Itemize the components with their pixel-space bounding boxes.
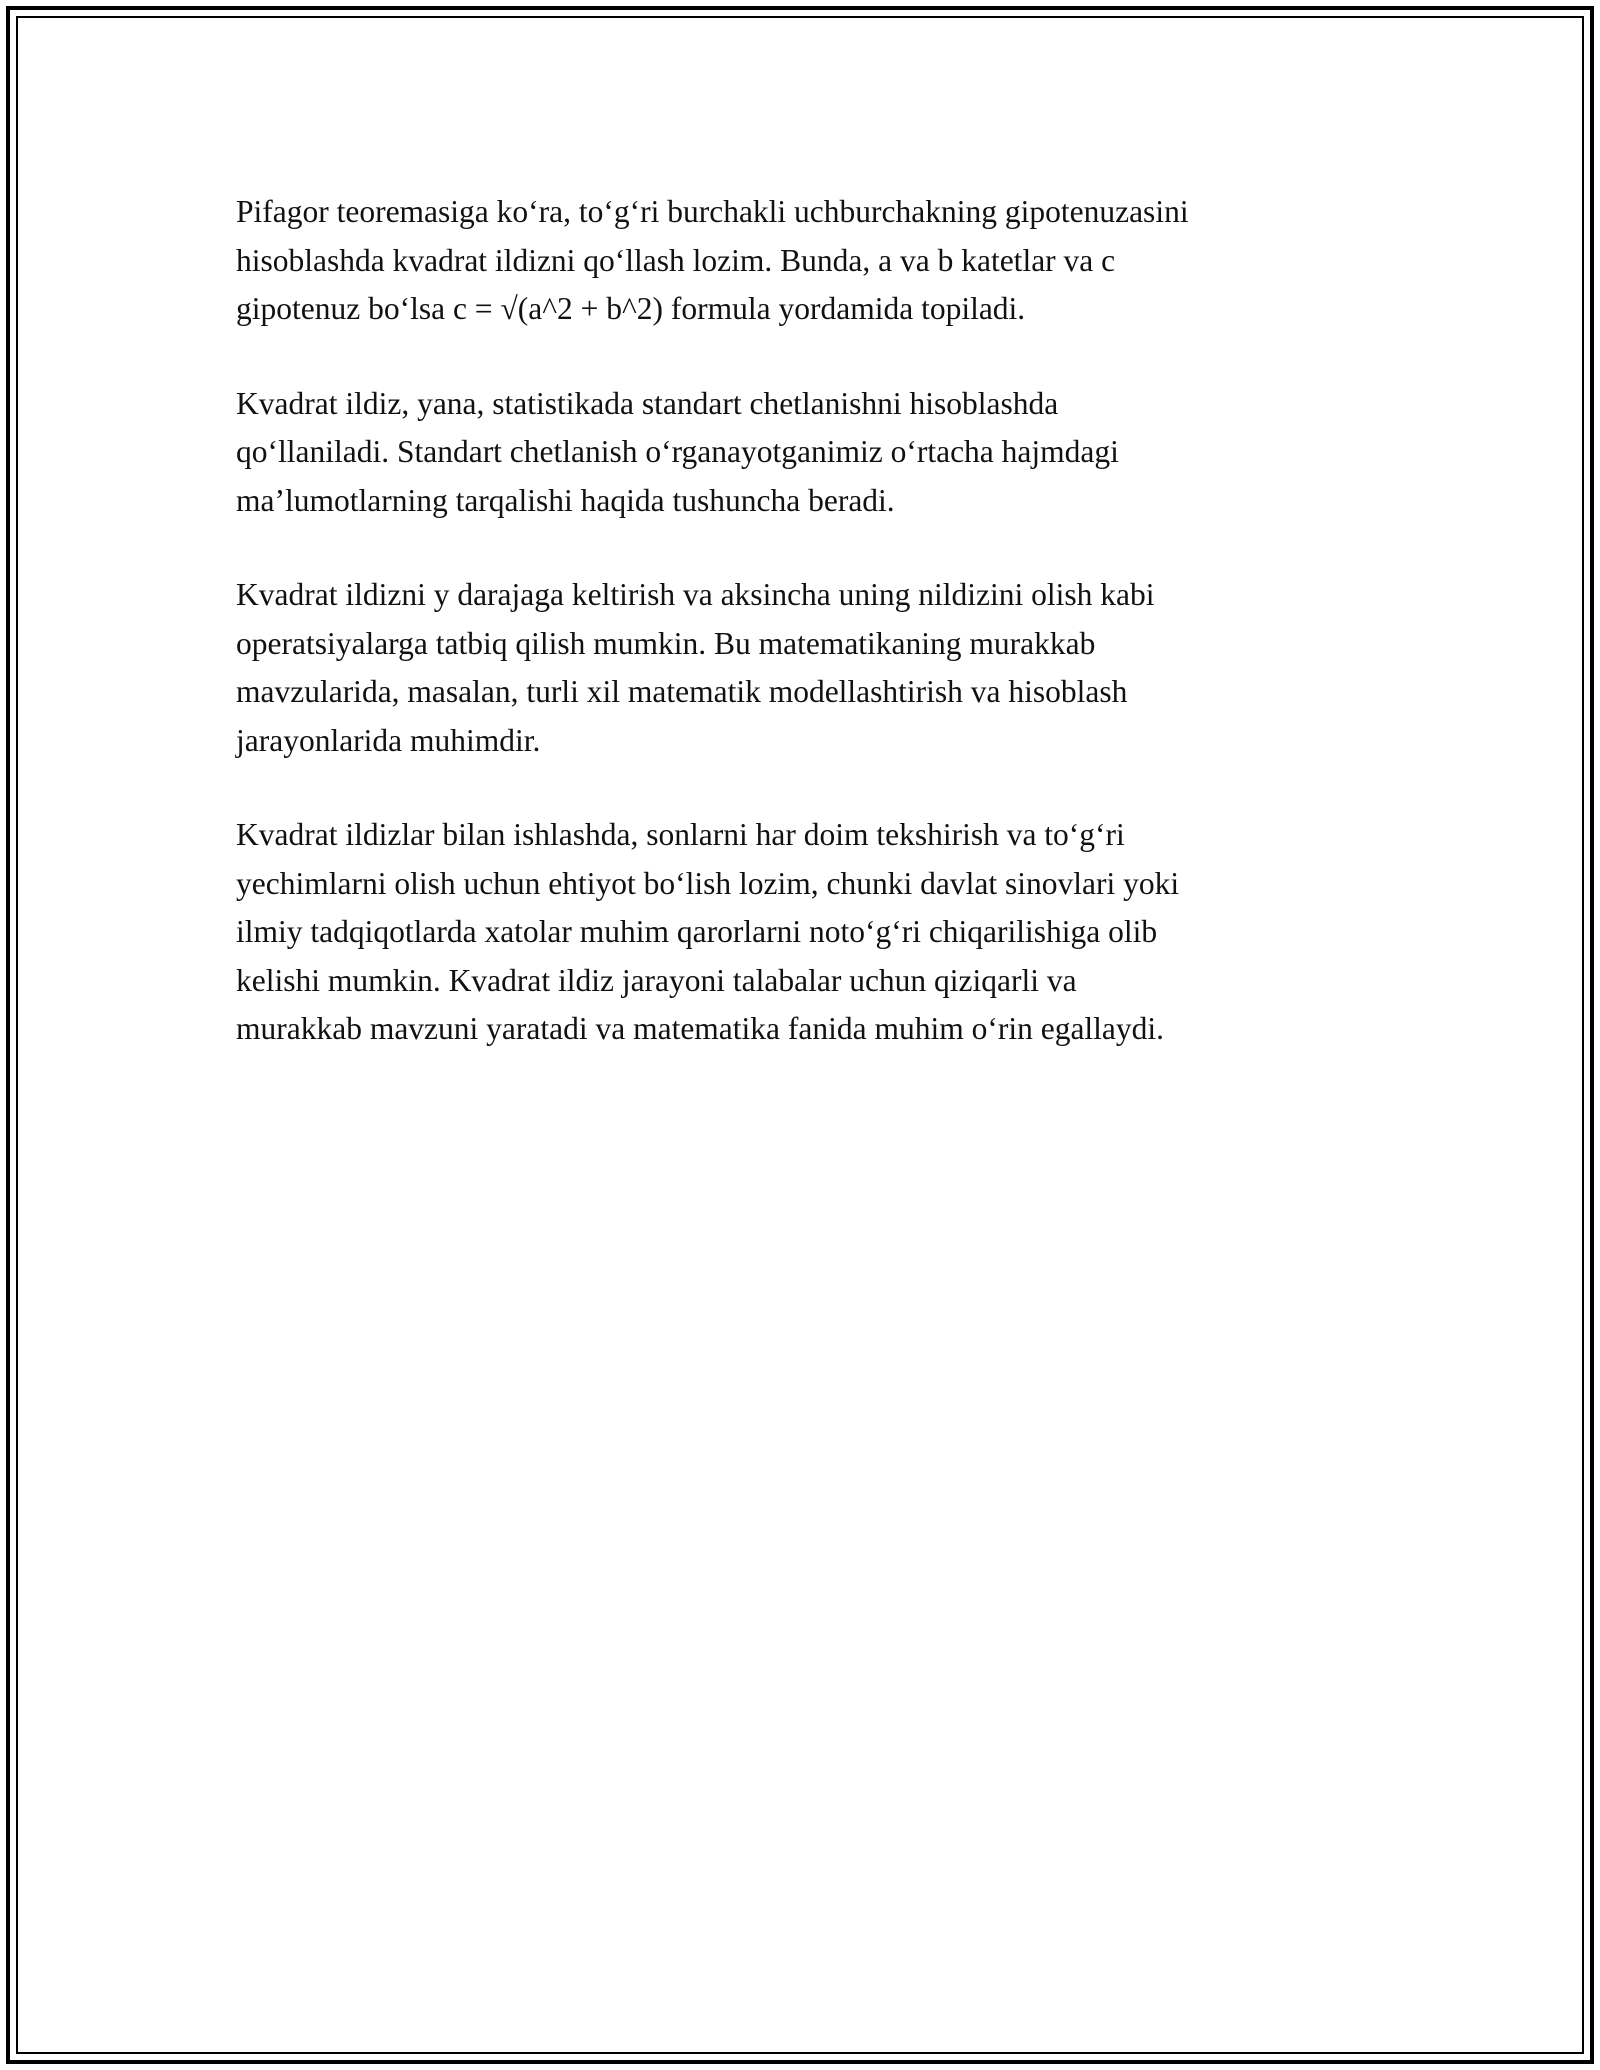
paragraph-statistics: Kvadrat ildiz, yana, statistikada standart chetlanishni hisoblashda qo‘llaniladi. Standart chetlanish o‘rganayotganimiz o‘rtacha hajmdagi ma’lumotlarning tarqalishi haqida tushuncha beradi. [236,385,1119,518]
document-body [236,188,1386,1100]
paragraph-caution: Kvadrat ildizlar bilan ishlashda, sonlarni har doim tekshirish va to‘g‘ri yechimlarni olish uchun ehtiyot bo‘lish lozim, chunki davlat sinovlari yoki ilmiy tadqiqotlarda xatolar muhim qarorlarni noto‘g‘ri chiqarilishiga olib kelishi mumkin. Kvadrat ildiz jarayoni talabalar uchun qiziqarli va murakkab mavzuni yaratadi va matematika fanida muhim o‘rin egallaydi. [236,817,1180,1046]
paragraph-operations: Kvadrat ildizni y darajaga keltirish va aksincha uning nildizini olish kabi operatsiyalarga tatbiq qilish mumkin. Bu matematikaning murakkab mavzularida, masalan, turli xil matematik modellashtirish va hisoblash jarayonlarida muhimdir. [236,577,1155,758]
paragraph-pythagorean: Pifagor teoremasiga ko‘ra, to‘g‘ri burchakli uchburchakning gipotenuzasini hisoblashda kvadrat ildizni qo‘llash lozim. Bunda, a va b katetlar va c gipotenuz bo‘lsa c = √(a^2 + b^2) formula yordamida topiladi. [236,194,1189,326]
